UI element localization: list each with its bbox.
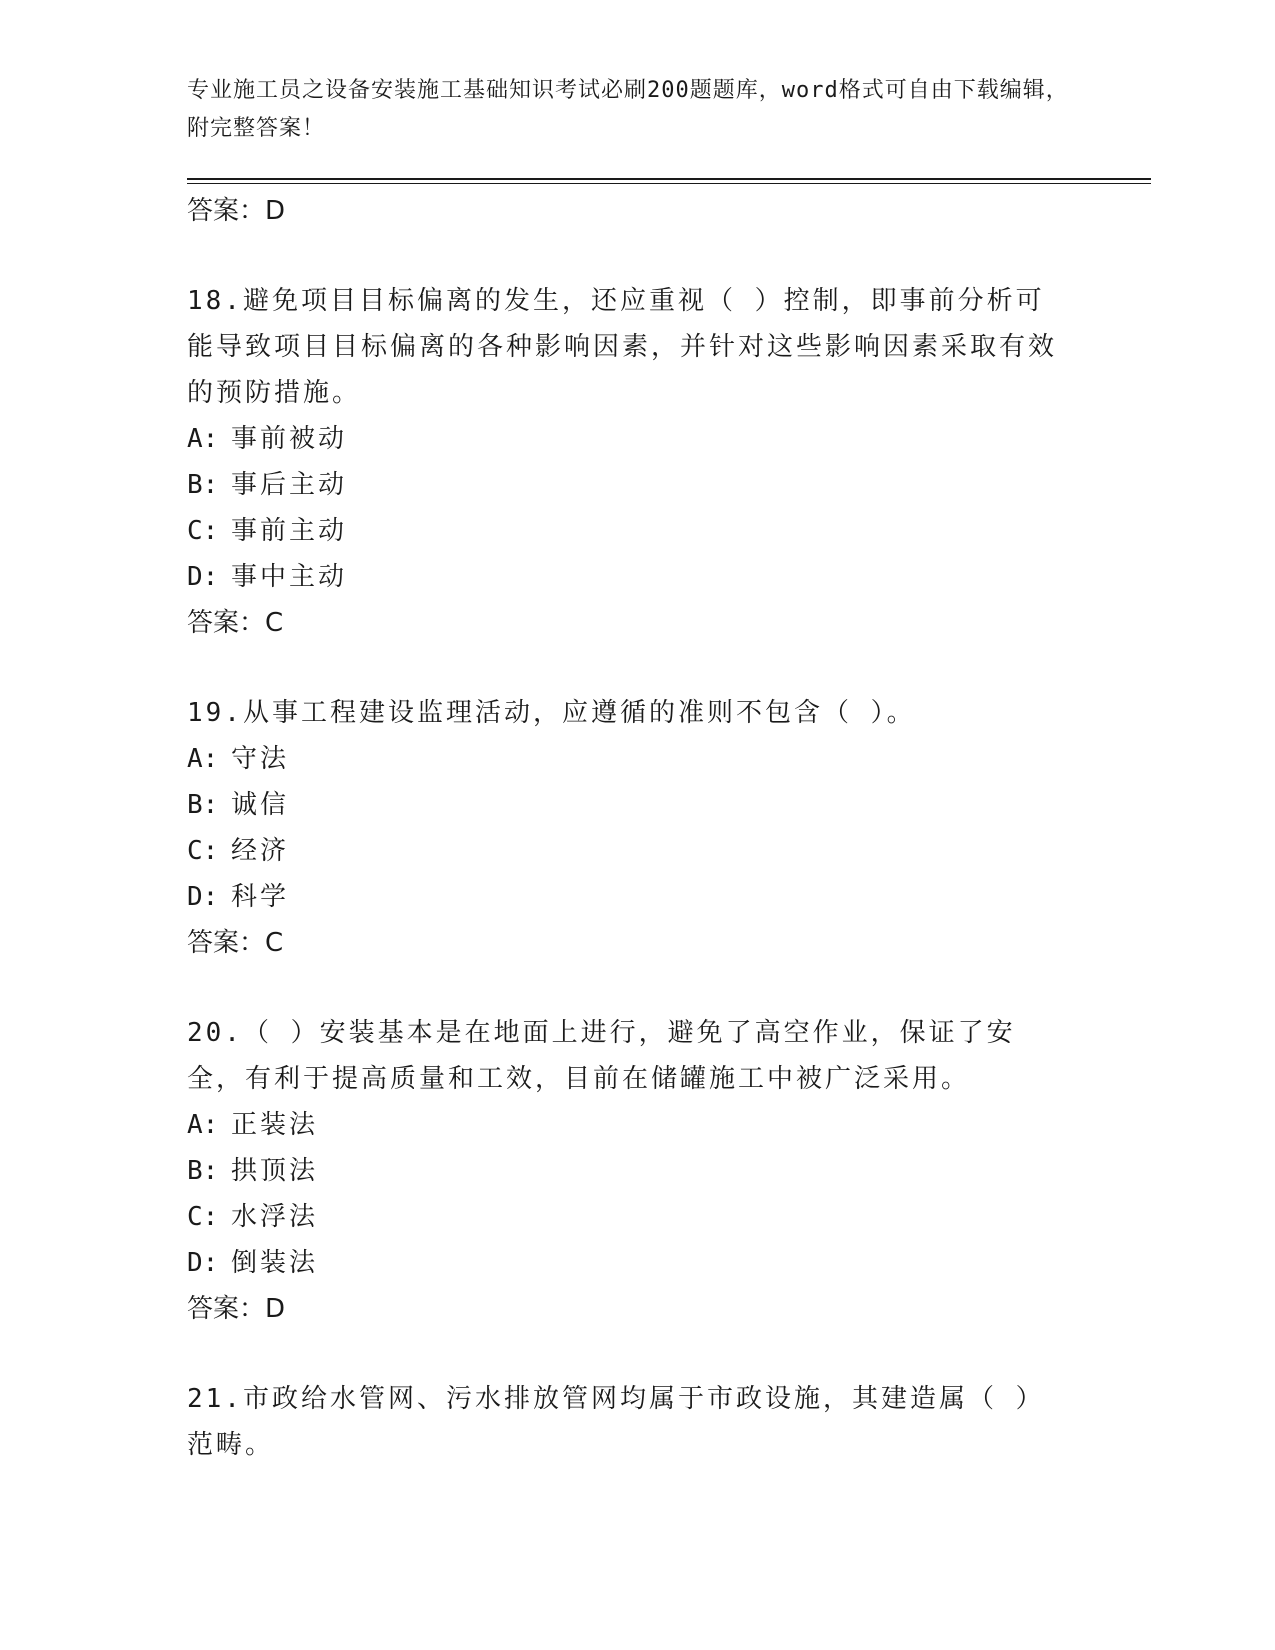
- option-text: 事前主动: [231, 516, 348, 546]
- question-stem: 18.避免项目目标偏离的发生，还应重视（ ）控制，即事前分析可能导致项目目标偏离的各种影响因素，并针对这些影响因素采取有效的预防措施。: [187, 286, 1058, 408]
- option-letter: B:: [187, 790, 219, 820]
- option-b: [187, 1148, 1067, 1194]
- option-letter: A:: [187, 1110, 219, 1140]
- option-letter: A:: [187, 744, 219, 774]
- option-c: [187, 1194, 1067, 1240]
- option-text: 事后主动: [231, 470, 348, 500]
- option-text: 倒装法: [231, 1248, 319, 1278]
- option-letter: C:: [187, 516, 219, 546]
- option-b: [187, 782, 1067, 828]
- option-letter: B:: [187, 470, 219, 500]
- option-letter: C:: [187, 836, 219, 866]
- question-stem: 19.从事工程建设监理活动，应遵循的准则不包含（ ）。: [187, 698, 916, 728]
- option-text: 事中主动: [231, 562, 348, 592]
- option-d: [187, 554, 1067, 600]
- answer-line: 答案：D: [187, 196, 286, 226]
- option-text: 事前被动: [231, 424, 348, 454]
- question-stem: 20.（ ）安装基本是在地面上进行，避免了高空作业，保证了安全，有利于提高质量和工效，目前在储罐施工中被广泛采用。: [187, 1018, 1016, 1094]
- option-c: [187, 508, 1067, 554]
- option-letter: C:: [187, 1202, 219, 1232]
- option-letter: D:: [187, 882, 219, 912]
- option-text: 水浮法: [231, 1202, 319, 1232]
- option-letter: D:: [187, 1248, 219, 1278]
- option-text: 正装法: [231, 1110, 319, 1140]
- question-stem: 21.市政给水管网、污水排放管网均属于市政设施，其建造属（ ）范畴。: [187, 1384, 1045, 1460]
- option-a: [187, 1102, 1067, 1148]
- answer-line: 答案：C: [187, 928, 284, 958]
- question-content: [187, 188, 1067, 1468]
- option-text: 守法: [231, 744, 290, 774]
- option-text: 经济: [231, 836, 290, 866]
- option-c: [187, 828, 1067, 874]
- option-letter: B:: [187, 1156, 219, 1186]
- option-d: [187, 874, 1067, 920]
- option-d: [187, 1240, 1067, 1286]
- option-a: [187, 416, 1067, 462]
- answer-line: 答案：C: [187, 608, 284, 638]
- option-text: 拱顶法: [231, 1156, 319, 1186]
- option-b: [187, 462, 1067, 508]
- option-letter: A:: [187, 424, 219, 454]
- header-divider-thick: [187, 178, 1151, 180]
- answer-line: 答案：D: [187, 1294, 286, 1324]
- option-text: 诚信: [231, 790, 290, 820]
- option-a: [187, 736, 1067, 782]
- option-letter: D:: [187, 562, 219, 592]
- header-divider-thin: [187, 183, 1151, 184]
- page-header-title: 专业施工员之设备安装施工基础知识考试必刷200题题库，word格式可自由下载编辑，附完整答案！: [187, 78, 1069, 141]
- option-text: 科学: [231, 882, 290, 912]
